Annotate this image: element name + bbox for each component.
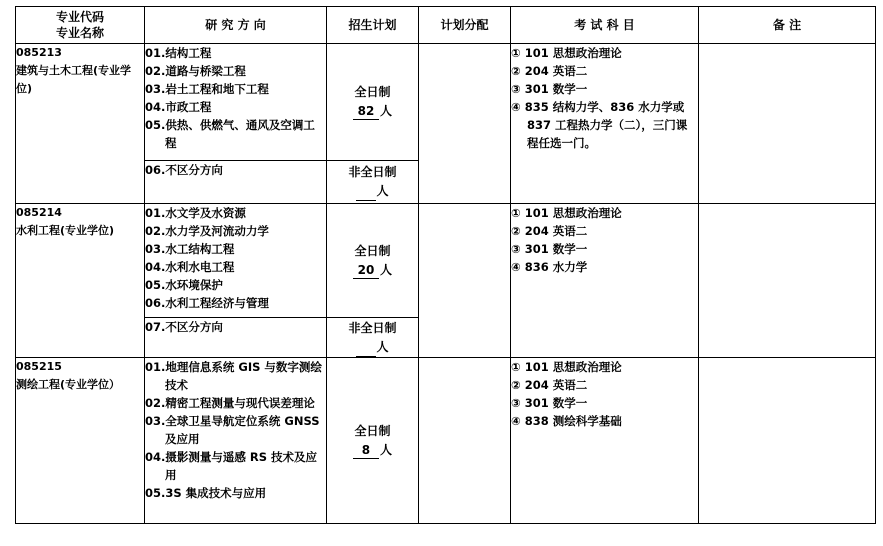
- parttime-label: 非全日制: [348, 165, 397, 179]
- unit-label: 人: [379, 104, 392, 118]
- notes-cell: [699, 358, 876, 524]
- parttime-count: [356, 341, 376, 357]
- header-code-name: [16, 7, 145, 44]
- direction-item: 01.水文学及水资源: [145, 206, 246, 220]
- major-code-cell: [16, 358, 145, 524]
- header-code: 专业代码: [55, 10, 104, 24]
- subject-item: ② 204 英语二: [511, 64, 588, 78]
- direction-item: 06.不区分方向: [145, 163, 223, 177]
- admissions-table: [15, 6, 876, 524]
- notes-cell: [699, 44, 876, 204]
- subject-item: ④ 838 测绘科学基础: [511, 414, 622, 428]
- direction-list: [145, 204, 327, 318]
- fulltime-plan: [327, 204, 419, 318]
- major-code-cell: [16, 44, 145, 204]
- direction-item: 03.岩土工程和地下工程: [145, 82, 269, 96]
- subject-list: [511, 44, 699, 204]
- direction-item: 04.水利水电工程: [145, 260, 235, 274]
- parttime-plan: [327, 161, 419, 204]
- direction-item: 05.水环境保护: [145, 278, 223, 292]
- fulltime-count: 8: [353, 443, 379, 459]
- subject-item: ③ 301 数学一: [511, 82, 588, 96]
- fulltime-plan: [327, 44, 419, 161]
- subject-item: ① 101 思想政治理论: [511, 46, 622, 60]
- direction-item: 04.市政工程: [145, 100, 212, 114]
- direction-item: 01.结构工程: [145, 46, 212, 60]
- major-code: 085213: [16, 46, 62, 59]
- parttime-count: [356, 185, 376, 201]
- fulltime-count: 82: [353, 104, 379, 120]
- major-name: 建筑与土木工程(专业学位): [16, 64, 132, 95]
- fulltime-plan: [327, 358, 419, 524]
- fulltime-label: 全日制: [354, 243, 391, 258]
- header-subjects: 考 试 科 目: [511, 7, 699, 44]
- allocation-cell: [419, 204, 511, 358]
- allocation-cell: [419, 358, 511, 524]
- direction-list: [145, 318, 327, 358]
- parttime-plan: [327, 318, 419, 358]
- direction-item: 05.供热、供燃气、通风及空调工程: [145, 118, 315, 150]
- unit-label: 人: [379, 262, 392, 277]
- header-enrollment: 招生计划: [327, 7, 419, 44]
- direction-item: 06.水利工程经济与管理: [145, 296, 269, 310]
- subject-item: ④ 835 结构力学、836 水力学或 837 工程热力学（二），三门课程任选一门。: [511, 100, 688, 150]
- major-code: 085215: [16, 360, 62, 373]
- subject-item: ① 101 思想政治理论: [511, 360, 622, 374]
- subject-item: ② 204 英语二: [511, 378, 588, 392]
- major-row-fulltime: [16, 358, 876, 524]
- direction-list: [145, 44, 327, 161]
- header-notes: 备 注: [699, 7, 876, 44]
- major-name: 水利工程(专业学位): [16, 224, 115, 237]
- direction-item: 02.道路与桥梁工程: [145, 64, 246, 78]
- unit-label: 人: [379, 442, 392, 457]
- fulltime-label: 全日制: [354, 85, 391, 99]
- subject-item: ③ 301 数学一: [511, 242, 588, 256]
- notes-cell: [699, 204, 876, 358]
- direction-item: 05.3S 集成技术与应用: [145, 486, 267, 500]
- major-row-fulltime: [16, 204, 876, 318]
- subject-item: ② 204 英语二: [511, 224, 588, 238]
- direction-item: 03.全球卫星导航定位系统 GNSS 及应用: [145, 414, 320, 446]
- header-row: [16, 7, 876, 44]
- major-name: 测绘工程(专业学位）: [16, 378, 121, 391]
- direction-list: [145, 358, 327, 524]
- parttime-label: 非全日制: [348, 320, 397, 335]
- header-allocation: 计划分配: [419, 7, 511, 44]
- direction-list: [145, 161, 327, 204]
- major-code-cell: [16, 204, 145, 358]
- allocation-cell: [419, 44, 511, 204]
- fulltime-label: 全日制: [354, 423, 391, 438]
- header-direction: 研 究 方 向: [145, 7, 327, 44]
- major-code: 085214: [16, 206, 62, 219]
- subject-list: [511, 204, 699, 358]
- header-name: 专业名称: [55, 26, 104, 40]
- major-row-fulltime: [16, 44, 876, 161]
- direction-item: 03.水工结构工程: [145, 242, 235, 256]
- direction-item: 02.精密工程测量与现代误差理论: [145, 396, 315, 410]
- fulltime-count: 20: [353, 263, 379, 279]
- direction-item: 04.摄影测量与遥感 RS 技术及应用: [145, 450, 318, 482]
- direction-item: 02.水力学及河流动力学: [145, 224, 269, 238]
- direction-item: 07.不区分方向: [145, 320, 223, 334]
- subject-item: ④ 836 水力学: [511, 260, 588, 274]
- subject-list: [511, 358, 699, 524]
- subject-item: ③ 301 数学一: [511, 396, 588, 410]
- subject-item: ① 101 思想政治理论: [511, 206, 622, 220]
- unit-label: 人: [376, 184, 389, 198]
- direction-item: 01.地理信息系统 GIS 与数字测绘技术: [145, 360, 322, 392]
- unit-label: 人: [376, 339, 389, 354]
